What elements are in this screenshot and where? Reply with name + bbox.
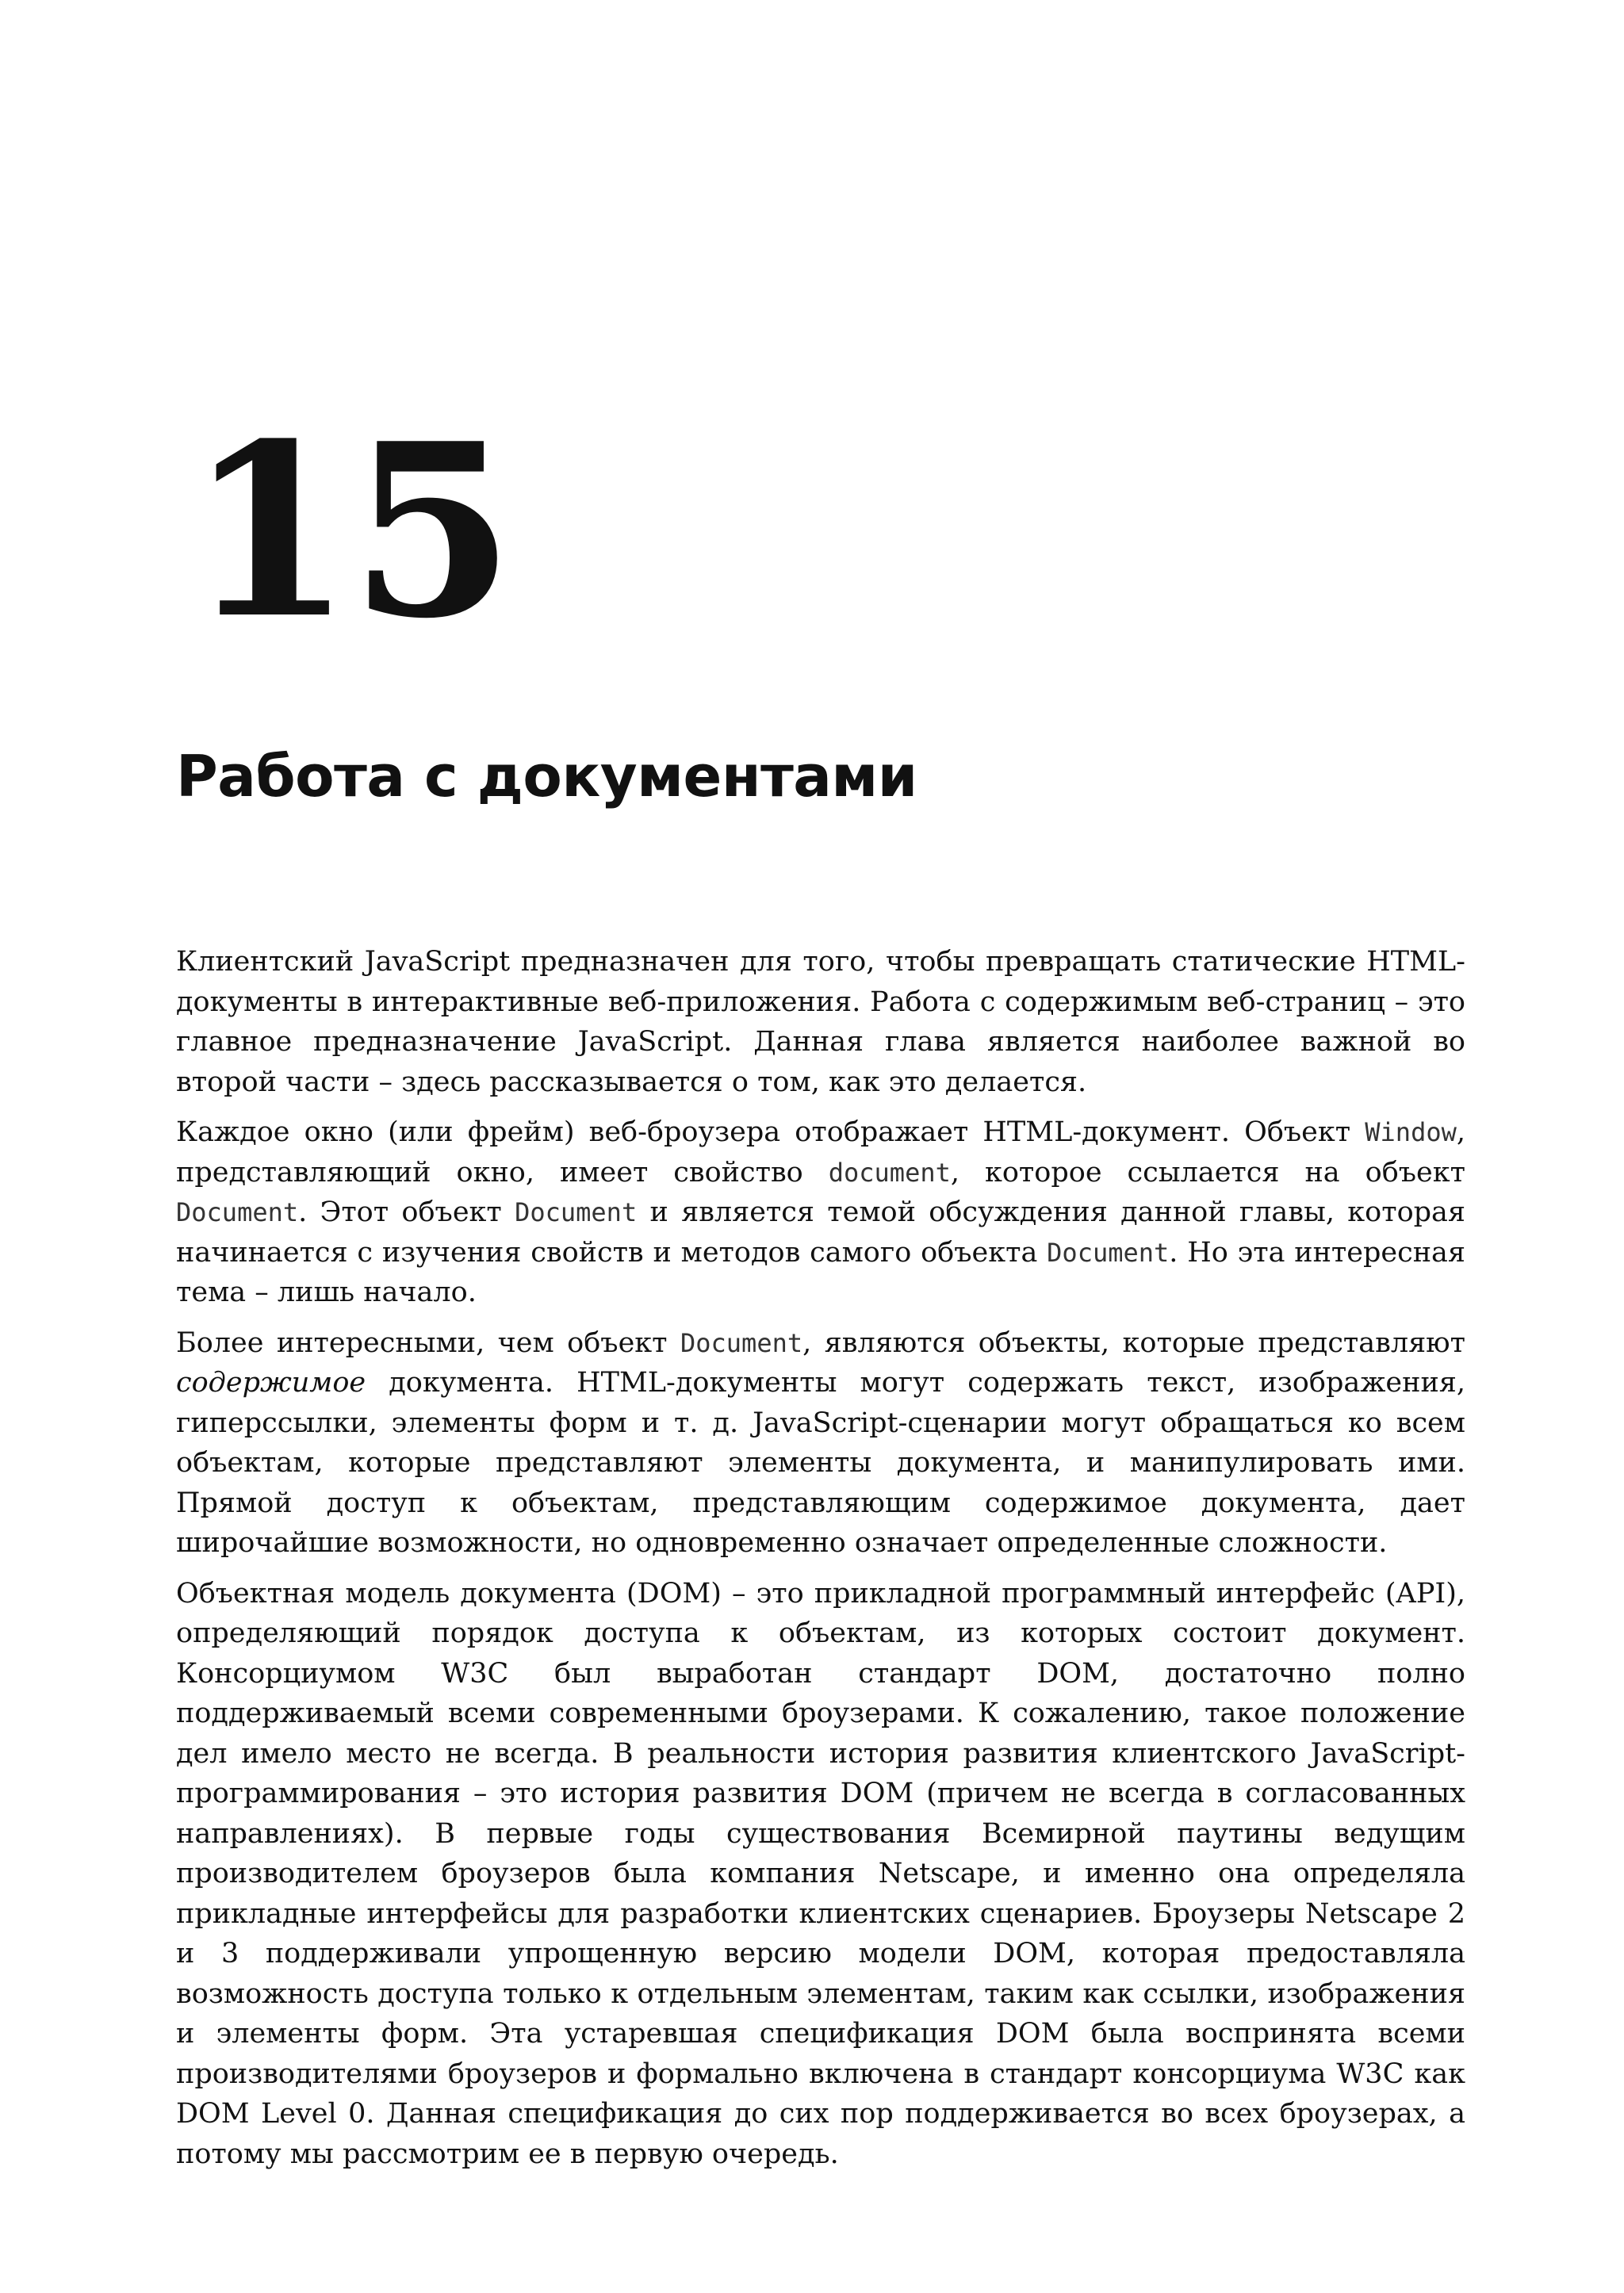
text-run: . Этот объект — [298, 1196, 515, 1228]
text-run: Более интересными, чем объект — [176, 1326, 680, 1359]
chapter-title: Работа с документами — [176, 743, 917, 810]
paragraph-window-document — [176, 1112, 1465, 1313]
text-run: Каждое окно (или фрейм) веб-броузера отображает HTML-документ. Объект — [176, 1116, 1365, 1148]
text-run: , которое ссылается на объект — [950, 1156, 1465, 1189]
text-run: и является темой обсуждения данной главы, которая начинается с изучения свойств и методов самого объекта — [176, 1196, 1465, 1269]
text-run: , представляющий окно, имеет свойство — [176, 1116, 1465, 1189]
paragraph-dom-history: Объектная модель документа (DOM) – это прикладной программный интерфейс (API), определяющий порядок доступа к объектам, из которых состоит документ. Консорциумом W3C был выработан стандарт DOM, достаточно полно поддерживаемый всеми современными броузерами. К сожалению, такое положение дел имело место не всегда. В реальности история развития клиентского JavaScript-программирования – это история развития DOM (причем не всегда в согласованных направлениях). В первые годы существования Всемирной паутины ведущим производителем броузеров была компания Netscape, и именно она определяла прикладные интерфейсы для разработки клиентских сценариев. Броузеры Netscape 2 и 3 поддерживали упрощенную версию модели DOM, которая предоставляла возможность доступа только к отдельным элементам, таким как ссылки, изображения и элементы форм. Эта устаревшая спецификация DOM была воспринята всеми производителями броузеров и формально включена в стандарт консорциума W3C как DOM Level 0. Данная спецификация до сих пор поддерживается во всех броузерах, а потому мы рассмотрим ее в первую очередь. — [176, 1577, 1465, 2170]
emphasis-content: содержимое — [176, 1367, 366, 1399]
code-document: Document — [680, 1327, 803, 1358]
chapter-number: 15 — [187, 391, 512, 671]
code-window: Window — [1365, 1117, 1457, 1147]
paragraph-intro: Клиентский JavaScript предназначен для того, чтобы превращать статические HTML-документы в интерактивные веб-приложения. Работа с содержимым веб-страниц – это главное предназначение JavaScript. Данная глава является наиболее важной во второй части – здесь рассказывается о том, как это делается. — [176, 946, 1465, 1098]
paragraph-content-objects — [176, 1323, 1465, 1564]
code-document: Document — [515, 1197, 638, 1227]
text-run: документа. HTML-документы могут содержать текст, изображения, гиперссылки, элементы форм и т. д. JavaScript-сценарии могут обращаться ко всем объектам, которые представляют элементы документа, и манипулировать ими. Прямой доступ к объектам, представляющим содержимое документа, дает широчайшие возможности, но одновременно означает определенные сложности. — [176, 1367, 1465, 1559]
code-document: Document — [1047, 1237, 1170, 1268]
chapter-body — [176, 942, 1465, 2184]
text-run: . Но эта интересная тема – лишь начало. — [176, 1236, 1466, 1308]
code-document-property: document — [828, 1157, 951, 1188]
code-document: Document — [176, 1197, 299, 1227]
text-run: , являются объекты, которые представляют — [802, 1326, 1465, 1359]
